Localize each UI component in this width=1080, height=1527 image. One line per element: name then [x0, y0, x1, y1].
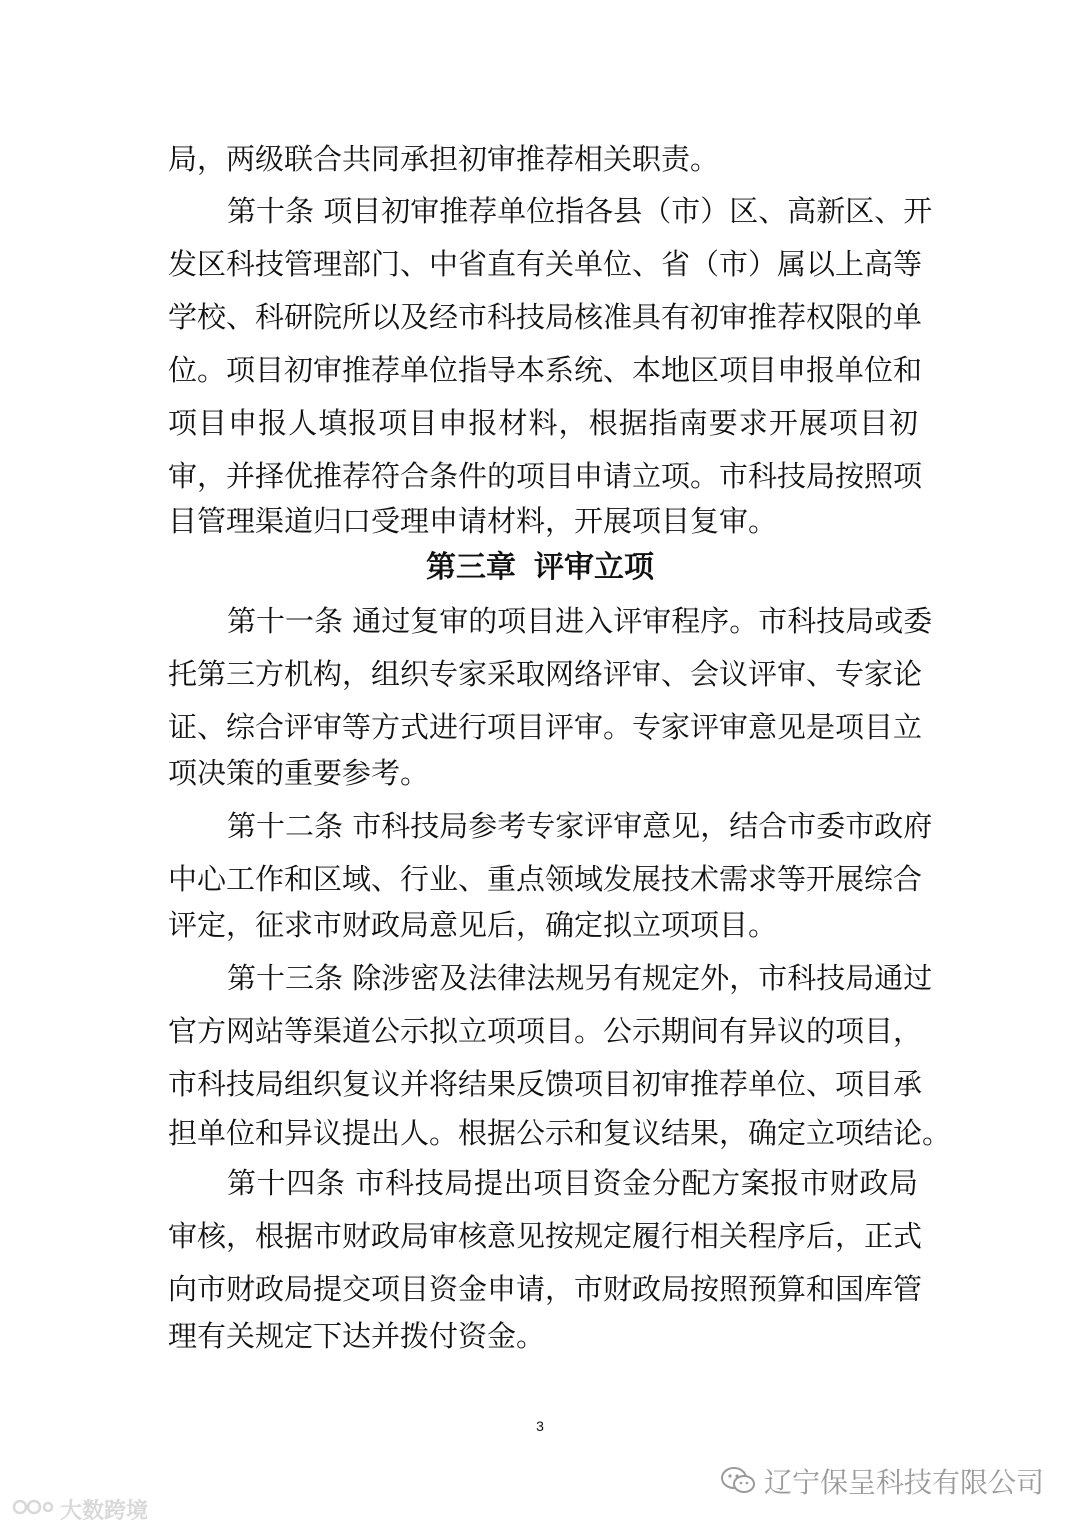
watermark-company-text: 辽宁保呈科技有限公司 [763, 1466, 1044, 1499]
text-line: 学校、科研院所以及经市科技局核准具有初审推荐权限的单 [168, 300, 923, 334]
page-number: 3 [536, 1418, 544, 1434]
text-line: 位。项目初审推荐单位指导本系统、本地区项目申报单位和 [168, 353, 923, 387]
watermark-company [720, 1461, 1044, 1501]
chapter-heading [0, 549, 1080, 587]
text-line: 向市财政局提交项目资金申请，市财政局按照预算和国库管 [168, 1272, 923, 1306]
text-line: 担单位和异议提出人。根据公示和复议结果，确定立项结论。 [168, 1116, 952, 1150]
text-line: 项目申报人填报项目申报材料，根据指南要求开展项目初 [168, 406, 918, 440]
text-line: 官方网站等渠道公示拟立项项目。公示期间有异议的项目， [168, 1014, 923, 1048]
text-line: 理有关规定下达并拨付资金。 [168, 1319, 546, 1353]
text-line: 市科技局组织复议并将结果反馈项目初审推荐单位、项目承 [168, 1067, 923, 1101]
text-line: 局，两级联合共同承担初审推荐相关职责。 [168, 142, 720, 176]
watermark-brand [12, 1494, 148, 1525]
article-11-line: 第十一条 通过复审的项目进入评审程序。市科技局或委 [227, 604, 933, 638]
text-line: 项决策的重要参考。 [168, 756, 430, 790]
chapter-title: 评审立项 [534, 550, 654, 585]
text-line: 发区科技管理部门、中省直有关单位、省（市）属以上高等 [168, 247, 923, 281]
article-14-line: 第十四条 市科技局提出项目资金分配方案报市财政局 [227, 1166, 918, 1200]
article-13-line: 第十三条 除涉密及法律法规另有规定外，市科技局通过 [227, 961, 933, 995]
text-line: 评定，征求市财政局意见后，确定拟立项项目。 [168, 908, 778, 942]
text-line: 证、综合评审等方式进行项目评审。专家评审意见是项目立 [168, 710, 923, 744]
wechat-icon [720, 1466, 756, 1496]
article-10-line: 第十条 项目初审推荐单位指各县（市）区、高新区、开 [227, 194, 933, 228]
brand-logo-icon [12, 1496, 54, 1524]
text-line: 托第三方机构，组织专家采取网络评审、会议评审、专家论 [168, 657, 923, 691]
watermark-brand-text: 大数跨境 [60, 1499, 149, 1524]
text-line: 审核，根据市财政局审核意见按规定履行相关程序后，正式 [168, 1219, 923, 1253]
chapter-number: 第三章 [426, 550, 516, 585]
text-line: 目管理渠道归口受理申请材料，开展项目复审。 [168, 504, 778, 538]
article-12-line: 第十二条 市科技局参考专家评审意见，结合市委市政府 [227, 809, 933, 843]
text-line: 审，并择优推荐符合条件的项目申请立项。市科技局按照项 [168, 459, 923, 493]
text-line: 中心工作和区域、行业、重点领域发展技术需求等开展综合 [168, 862, 923, 896]
